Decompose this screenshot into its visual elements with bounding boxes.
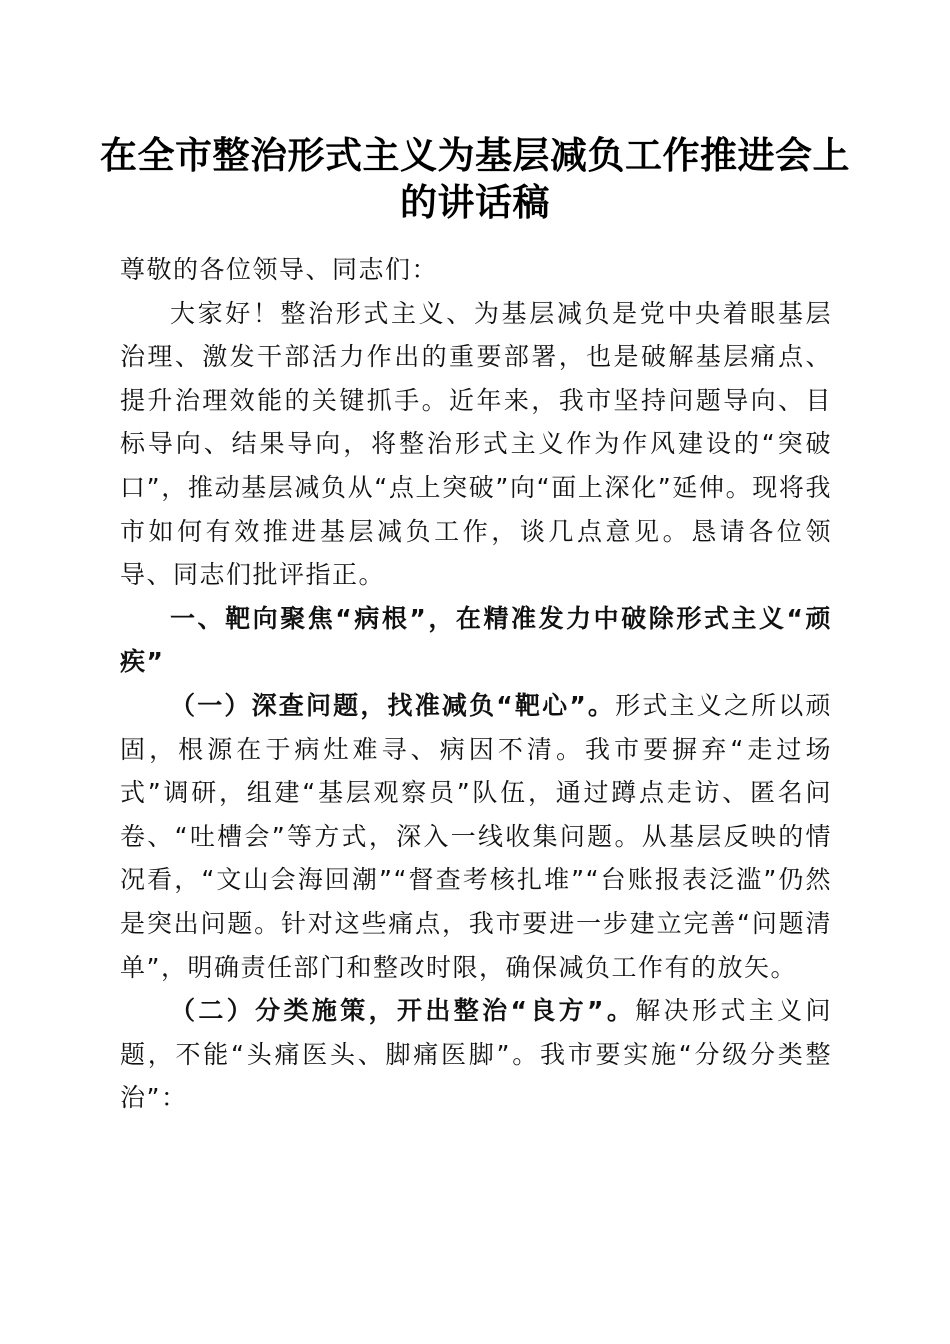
- subsection-2-text: 解决形式主义问题，不能“头痛医头、脚痛医脚”。我市要实施“分级分类整治”：: [120, 996, 832, 1113]
- intro-paragraph: 大家好！整治形式主义、为基层减负是党中央着眼基层治理、激发干部活力作出的重要部署，也是破解基层痛点、提升治理效能的关键抓手。近年来，我市坚持问题导向、目标导向、结果导向，将整治形式主义作为作风建设的“突破口”，推动基层减负从“点上突破”向“面上深化”延伸。现将我市如何有效推进基层减负工作，谈几点意见。恳请各位领导、同志们批评指正。: [120, 298, 832, 590]
- document-title: [100, 132, 850, 226]
- title-line-1: 在全市整治形式主义为基层减负工作推进会上: [100, 133, 850, 177]
- section-1-heading: 一、靶向聚焦“病根”，在精准发力中破除形式主义“顽疾”: [120, 603, 832, 677]
- title-line-2: 的讲话稿: [400, 180, 550, 224]
- subsection-2-heading: （二）分类施策，开出整治“良方”。: [170, 996, 636, 1026]
- subsection-1-paragraph: [120, 684, 832, 989]
- subsection-1-heading: （一）深查问题，找准减负“靶心”。: [170, 690, 616, 720]
- subsection-1-text: 形式主义之所以顽固，根源在于病灶难寻、病因不清。我市要摒弃“走过场式”调研，组建“基层观察员”队伍，通过蹲点走访、匿名问卷、“吐槽会”等方式，深入一线收集问题。从基层反映的情况看，“文山会海回潮”“督查考核扎堆”“台账报表泛滥”仍然是突出问题。针对这些痛点，我市要进一步建立完善“问题清单”，明确责任部门和整改时限，确保减负工作有的放矢。: [120, 690, 832, 982]
- subsection-2-paragraph: [120, 989, 832, 1120]
- salutation: 尊敬的各位领导、同志们：: [120, 255, 439, 284]
- document-body: [120, 248, 832, 1120]
